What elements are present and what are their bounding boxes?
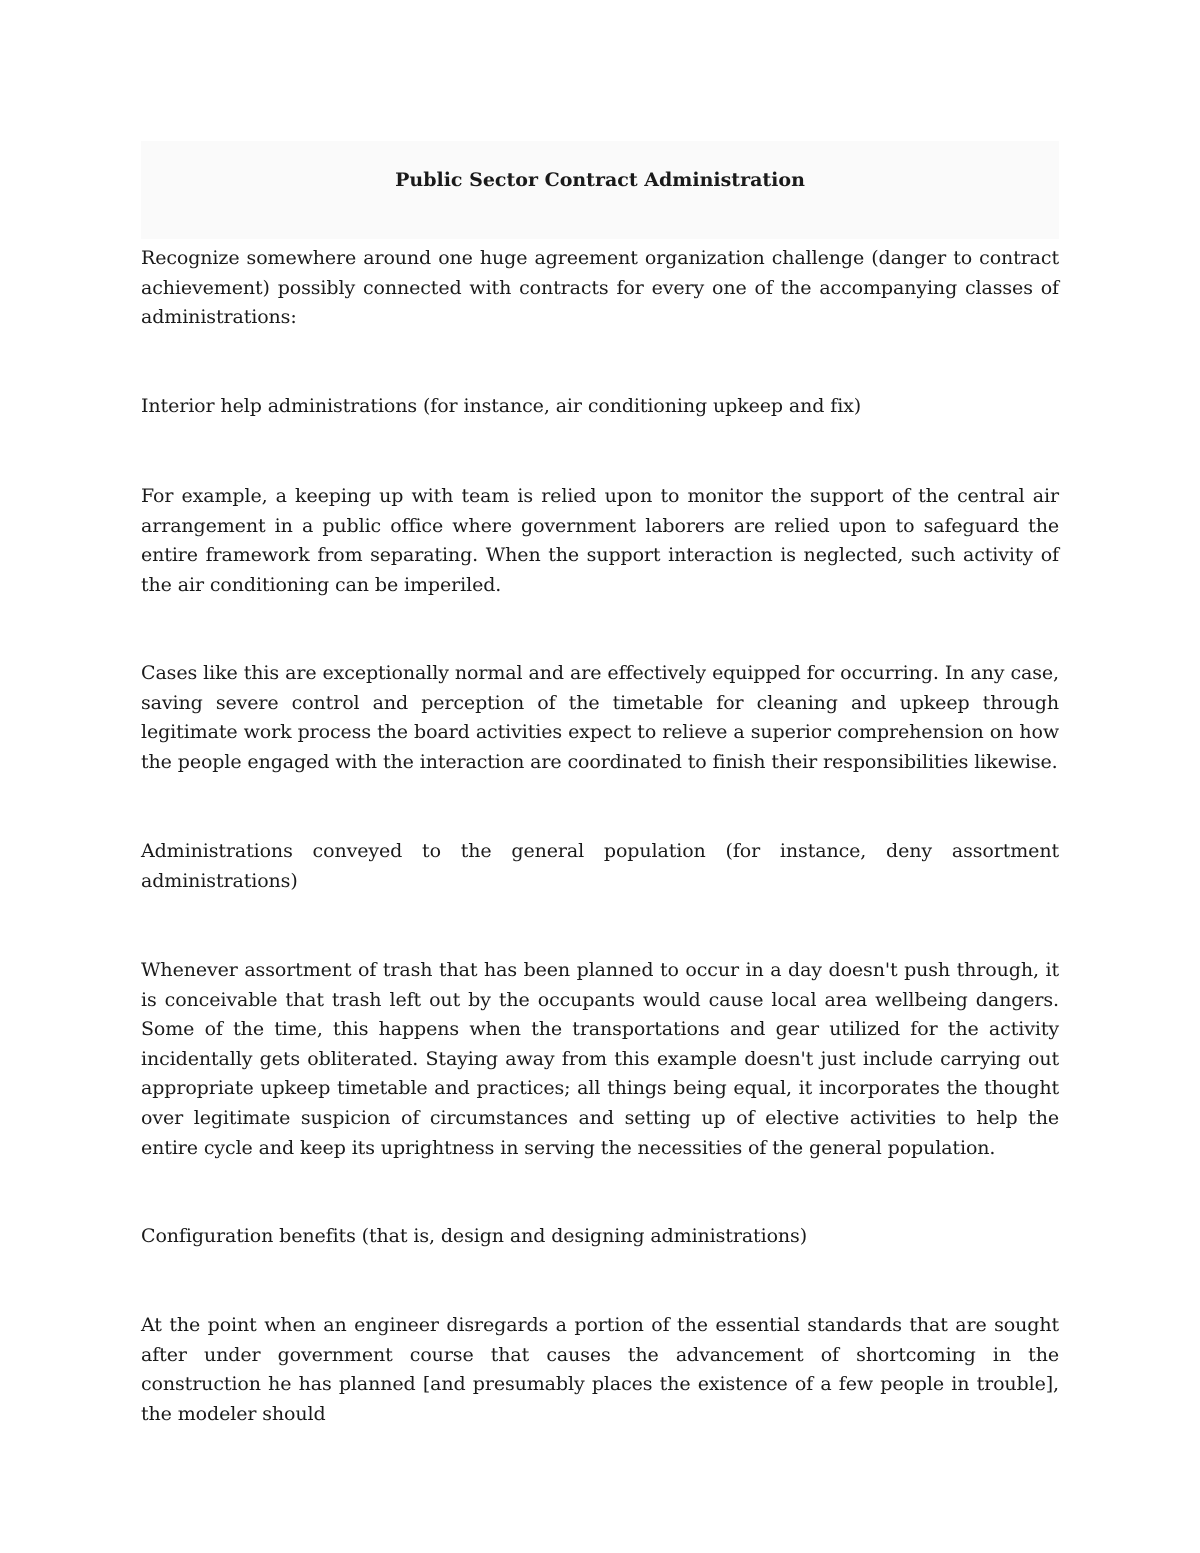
paragraph-cases: Cases like this are exceptionally normal and are effectively equipped for occurring. In any case, saving severe control and perception of the timetable for cleaning and upkeep through legitimate work process the board activities expect to relieve a superior comprehension on how the people engaged with the interaction are coordinated to finish their responsibilities likewise. bbox=[141, 662, 1059, 773]
paragraph-air-conditioning-example: For example, a keeping up with team is relied upon to monitor the support of the central air arrangement in a public office where government laborers are relied upon to safeguard the entire framework from separating. When the support interaction is neglected, such activity of the air conditioning can be imperiled. bbox=[141, 485, 1059, 596]
paragraph-intro: Recognize somewhere around one huge agreement organization challenge (danger to contract achievement) possibly connected with contracts for every one of the accompanying classes of administrations: bbox=[141, 247, 1059, 329]
paragraph-trash-collection: Whenever assortment of trash that has been planned to occur in a day doesn't push through, it is conceivable that trash left out by the occupants would cause local area wellbeing dangers. Some of the time, this happens when the transportations and gear utilized for the activity incidentally gets obliterated. Staying away from this example doesn't just include carrying out appropriate upkeep timetable and practices; all things being equal, it incorporates the thought over legitimate suspicion of circumstances and setting up of elective activities to help the entire cycle and keep its uprightness in serving the necessities of the general population. bbox=[141, 959, 1059, 1159]
document-title: Public Sector Contract Administration bbox=[395, 169, 805, 191]
heading-public-administrations: Administrations conveyed to the general population (for instance, deny assortment administrations) bbox=[141, 840, 1059, 892]
heading-configuration-benefits: Configuration benefits (that is, design and designing administrations) bbox=[141, 1225, 808, 1247]
paragraph-engineer: At the point when an engineer disregards a portion of the essential standards that are sought after under government course that causes the advancement of shortcoming in the construction he has planned [and presumably places the existence of a few people in trouble], the modeler should bbox=[141, 1314, 1059, 1425]
heading-interior-help: Interior help administrations (for instance, air conditioning upkeep and fix) bbox=[141, 395, 862, 417]
